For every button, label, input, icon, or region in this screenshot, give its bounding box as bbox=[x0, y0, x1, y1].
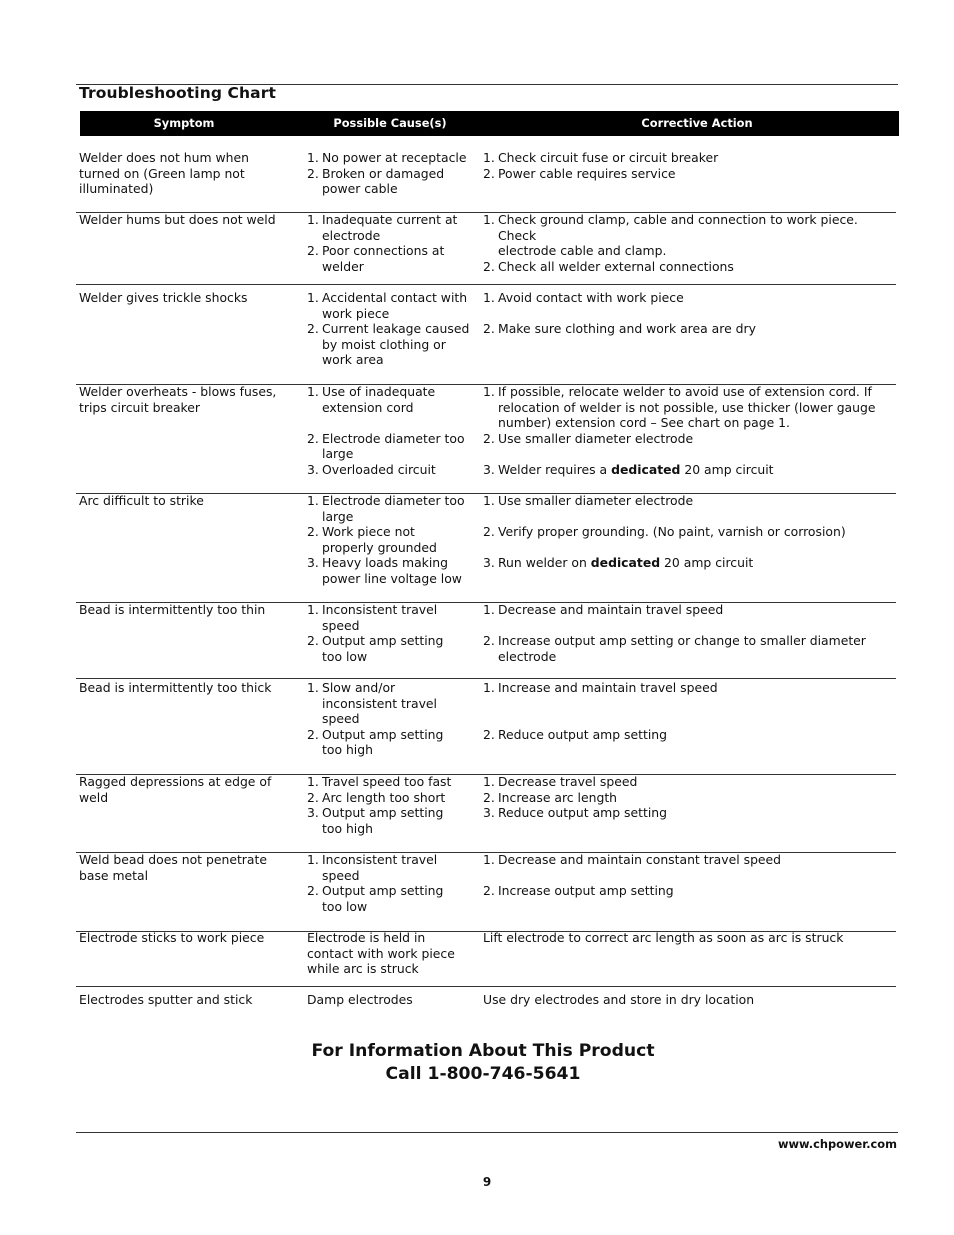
action-number: 2. bbox=[483, 524, 495, 540]
symptom-cell bbox=[79, 384, 284, 415]
action-line bbox=[483, 649, 895, 665]
cause-line bbox=[307, 774, 475, 790]
action-number: 2. bbox=[483, 258, 495, 274]
cause-cell bbox=[307, 930, 475, 977]
cause-text: too low bbox=[322, 898, 368, 914]
cause-text: Output amp setting bbox=[322, 726, 444, 742]
action-line: Use dry electrodes and store in dry location bbox=[483, 992, 755, 1007]
cause-number: 2. bbox=[307, 633, 319, 649]
header-possible-causes: Possible Cause(s) bbox=[333, 116, 447, 130]
symptom-line: Welder does not hum when bbox=[79, 150, 249, 165]
cause-text: No power at receptacle bbox=[322, 150, 467, 165]
symptom-line: Bead is intermittently too thick bbox=[79, 680, 272, 695]
symptom-line: illuminated) bbox=[79, 181, 154, 197]
cause-text: Electrode diameter too bbox=[322, 430, 465, 446]
cause-text: inconsistent travel bbox=[322, 695, 437, 711]
symptom-cell bbox=[79, 774, 284, 805]
cause-line bbox=[307, 431, 475, 447]
action-number: 1. bbox=[483, 290, 495, 305]
cause-cell bbox=[307, 290, 475, 368]
table-row bbox=[76, 930, 896, 987]
action-line bbox=[483, 540, 895, 556]
cause-text: Poor connections at bbox=[322, 243, 445, 259]
action-text: Increase output amp setting or change to smaller diameter bbox=[498, 633, 866, 649]
cause-line bbox=[307, 852, 475, 868]
table-row bbox=[76, 150, 896, 213]
action-text: Avoid contact with work piece bbox=[498, 290, 684, 305]
cause-line bbox=[307, 166, 475, 182]
header-corrective-action: Corrective Action bbox=[641, 116, 753, 130]
action-line bbox=[483, 321, 895, 337]
action-number: 2. bbox=[483, 430, 495, 446]
action-cell bbox=[483, 930, 895, 946]
cause-text: too high bbox=[322, 742, 373, 758]
cause-line bbox=[307, 899, 475, 915]
cause-line bbox=[307, 680, 475, 696]
action-text: Check ground clamp, cable and connection to work piece. Check bbox=[498, 212, 858, 243]
cause-number: 2. bbox=[307, 430, 319, 446]
cause-line bbox=[307, 555, 475, 571]
cause-number: 1. bbox=[307, 852, 319, 867]
symptom-cell bbox=[79, 212, 284, 228]
action-number: 3. bbox=[483, 555, 495, 571]
action-text: Decrease and maintain constant travel speed bbox=[498, 852, 782, 867]
symptom-cell bbox=[79, 602, 284, 618]
action-number: 1. bbox=[483, 602, 495, 617]
action-number: 3. bbox=[483, 461, 495, 477]
action-line bbox=[483, 493, 895, 509]
action-line bbox=[483, 524, 895, 540]
cause-line bbox=[307, 742, 475, 758]
table-header bbox=[80, 111, 899, 136]
action-number: 2. bbox=[483, 883, 495, 899]
action-line bbox=[483, 727, 895, 743]
action-number: 1. bbox=[483, 384, 495, 399]
cause-line bbox=[307, 727, 475, 743]
symptom-cell bbox=[79, 992, 284, 1008]
action-number: 1. bbox=[483, 493, 495, 508]
symptom-cell bbox=[79, 930, 284, 946]
cause-cell bbox=[307, 602, 475, 664]
cause-text: too low bbox=[322, 648, 368, 664]
cause-number: 3. bbox=[307, 805, 319, 821]
cause-line bbox=[307, 181, 475, 197]
cause-cell bbox=[307, 212, 475, 274]
action-text: 20 amp circuit bbox=[660, 555, 754, 571]
symptom-cell bbox=[79, 852, 284, 883]
action-text: Check all welder external connections bbox=[498, 258, 734, 274]
cause-number: 2. bbox=[307, 321, 319, 337]
symptom-cell bbox=[79, 680, 284, 696]
cause-text: Use of inadequate bbox=[322, 384, 436, 399]
cause-line bbox=[307, 524, 475, 540]
action-line bbox=[483, 384, 895, 400]
cause-line: Damp electrodes bbox=[307, 992, 413, 1007]
page-title: Troubleshooting Chart bbox=[79, 84, 276, 102]
cause-number: 1. bbox=[307, 602, 319, 617]
symptom-line: Welder gives trickle shocks bbox=[79, 290, 248, 305]
cause-number: 2. bbox=[307, 789, 319, 805]
action-text: Run welder on bbox=[498, 555, 591, 571]
action-cell bbox=[483, 602, 895, 664]
action-cell bbox=[483, 290, 895, 337]
action-emphasis: dedicated bbox=[590, 555, 661, 571]
cause-line bbox=[307, 352, 475, 368]
table-row bbox=[76, 493, 896, 603]
action-text: Check circuit fuse or circuit breaker bbox=[498, 150, 719, 165]
action-line bbox=[483, 290, 895, 306]
action-line bbox=[483, 633, 895, 649]
action-line bbox=[483, 883, 895, 899]
table-row bbox=[76, 992, 896, 1012]
table-row bbox=[76, 212, 896, 285]
cause-line bbox=[307, 883, 475, 899]
symptom-line: Arc difficult to strike bbox=[79, 493, 204, 508]
footer-url: www.chpower.com bbox=[777, 1137, 897, 1151]
action-text: Increase and maintain travel speed bbox=[498, 680, 718, 695]
cause-text: Broken or damaged bbox=[322, 165, 445, 181]
cause-text: Heavy loads making bbox=[322, 555, 449, 571]
action-text: Use smaller diameter electrode bbox=[498, 430, 694, 446]
cause-text: Current leakage caused bbox=[322, 321, 470, 337]
action-text: number) extension cord – See chart on page 1. bbox=[498, 415, 790, 431]
cause-text: welder bbox=[322, 258, 364, 274]
action-cell bbox=[483, 384, 895, 478]
action-line bbox=[483, 462, 895, 478]
cause-text: large bbox=[322, 508, 354, 524]
action-line bbox=[483, 618, 895, 634]
action-line bbox=[483, 774, 895, 790]
action-number: 1. bbox=[483, 680, 495, 695]
cause-text: Inadequate current at bbox=[322, 212, 458, 227]
cause-line bbox=[307, 509, 475, 525]
info-heading: For Information About This Product bbox=[311, 1041, 655, 1061]
action-text: electrode cable and clamp. bbox=[498, 243, 667, 259]
cause-cell bbox=[307, 852, 475, 914]
cause-line bbox=[307, 649, 475, 665]
cause-line bbox=[307, 696, 475, 712]
cause-text: extension cord bbox=[322, 399, 414, 415]
symptom-cell bbox=[79, 493, 284, 509]
cause-number: 2. bbox=[307, 726, 319, 742]
action-line bbox=[483, 711, 895, 727]
symptom-line: Welder overheats - blows fuses, bbox=[79, 384, 277, 399]
action-line bbox=[483, 696, 895, 712]
cause-line bbox=[307, 602, 475, 618]
cause-number: 3. bbox=[307, 555, 319, 571]
action-line bbox=[483, 431, 895, 447]
cause-line bbox=[307, 711, 475, 727]
cause-line bbox=[307, 337, 475, 353]
action-text: Reduce output amp setting bbox=[498, 805, 667, 821]
cause-text: Accidental contact with bbox=[322, 290, 468, 305]
symptom-line: Bead is intermittently too thin bbox=[79, 602, 266, 617]
cause-line bbox=[307, 868, 475, 884]
action-number: 2. bbox=[483, 726, 495, 742]
cause-text: Output amp setting bbox=[322, 633, 444, 649]
action-text: Verify proper grounding. (No paint, varnish or corrosion) bbox=[498, 524, 846, 540]
table-row bbox=[76, 602, 896, 679]
cause-text: Overloaded circuit bbox=[322, 461, 436, 477]
cause-text: Travel speed too fast bbox=[322, 774, 452, 789]
action-number: 3. bbox=[483, 805, 495, 821]
cause-number: 2. bbox=[307, 883, 319, 899]
action-line bbox=[483, 805, 895, 821]
action-number: 1. bbox=[483, 774, 495, 789]
cause-text: Inconsistent travel bbox=[322, 602, 438, 617]
action-line bbox=[483, 212, 895, 243]
header-symptom: Symptom bbox=[153, 116, 215, 130]
action-line bbox=[483, 415, 895, 431]
action-text: Decrease travel speed bbox=[498, 774, 638, 789]
action-number: 1. bbox=[483, 852, 495, 867]
cause-number: 2. bbox=[307, 524, 319, 540]
action-line bbox=[483, 509, 895, 525]
action-text: If possible, relocate welder to avoid use of extension cord. If bbox=[498, 384, 872, 399]
cause-number: 2. bbox=[307, 165, 319, 181]
action-number: 2. bbox=[483, 789, 495, 805]
cause-text: work area bbox=[322, 352, 384, 368]
action-number: 2. bbox=[483, 165, 495, 181]
action-line bbox=[483, 555, 895, 571]
cause-number: 1. bbox=[307, 384, 319, 399]
action-text: Welder requires a bbox=[498, 461, 612, 477]
cause-text: Slow and/or bbox=[322, 680, 396, 695]
cause-line bbox=[307, 493, 475, 509]
cause-text: speed bbox=[322, 711, 360, 727]
cause-line bbox=[307, 633, 475, 649]
action-text: Reduce output amp setting bbox=[498, 726, 667, 742]
cause-text: work piece bbox=[322, 305, 390, 321]
cause-text: properly grounded bbox=[322, 539, 437, 555]
action-line bbox=[483, 243, 895, 259]
cause-line bbox=[307, 446, 475, 462]
table-row bbox=[76, 290, 896, 385]
action-line bbox=[483, 166, 895, 182]
symptom-line: Welder hums but does not weld bbox=[79, 212, 276, 227]
action-cell bbox=[483, 992, 895, 1008]
cause-line bbox=[307, 290, 475, 306]
action-number: 1. bbox=[483, 212, 495, 227]
cause-text: by moist clothing or bbox=[322, 336, 446, 352]
cause-number: 1. bbox=[307, 774, 319, 789]
cause-line bbox=[307, 618, 475, 634]
cause-line bbox=[307, 540, 475, 556]
cause-text: power line voltage low bbox=[322, 570, 462, 586]
action-line bbox=[483, 602, 895, 618]
action-number: 1. bbox=[483, 150, 495, 165]
action-line bbox=[483, 306, 895, 322]
action-cell bbox=[483, 212, 895, 274]
action-text: Make sure clothing and work area are dry bbox=[498, 321, 756, 337]
cause-line: while arc is struck bbox=[307, 961, 419, 977]
action-number: 2. bbox=[483, 633, 495, 649]
action-line: Lift electrode to correct arc length as soon as arc is struck bbox=[483, 930, 844, 945]
action-cell bbox=[483, 852, 895, 899]
symptom-line: weld bbox=[79, 789, 109, 805]
info-phone: Call 1-800-746-5641 bbox=[385, 1064, 581, 1084]
cause-text: Electrode diameter too bbox=[322, 493, 465, 508]
cause-number: 2. bbox=[307, 243, 319, 259]
cause-line: Electrode is held in bbox=[307, 930, 426, 945]
cause-line bbox=[307, 306, 475, 322]
action-text: Use smaller diameter electrode bbox=[498, 493, 694, 508]
cause-line bbox=[307, 462, 475, 478]
action-line bbox=[483, 259, 895, 275]
cause-cell bbox=[307, 680, 475, 758]
cause-line bbox=[307, 821, 475, 837]
cause-line bbox=[307, 415, 475, 431]
cause-text: Work piece not bbox=[322, 524, 415, 540]
cause-line bbox=[307, 243, 475, 259]
action-text: Power cable requires service bbox=[498, 165, 676, 181]
action-cell bbox=[483, 150, 895, 181]
symptom-line: Electrodes sputter and stick bbox=[79, 992, 253, 1007]
table-row bbox=[76, 774, 896, 853]
table-row bbox=[76, 852, 896, 932]
cause-number: 1. bbox=[307, 493, 319, 508]
cause-text: Output amp setting bbox=[322, 805, 444, 821]
cause-number: 3. bbox=[307, 461, 319, 477]
page-number: 9 bbox=[482, 1175, 492, 1189]
cause-number: 1. bbox=[307, 680, 319, 695]
cause-line bbox=[307, 228, 475, 244]
cause-cell bbox=[307, 992, 475, 1008]
action-emphasis: dedicated bbox=[611, 461, 681, 477]
cause-line bbox=[307, 790, 475, 806]
symptom-line: trips circuit breaker bbox=[79, 399, 200, 415]
cause-line bbox=[307, 259, 475, 275]
symptom-line: Weld bead does not penetrate bbox=[79, 852, 267, 867]
action-line bbox=[483, 868, 895, 884]
cause-text: too high bbox=[322, 820, 373, 836]
cause-text: speed bbox=[322, 617, 360, 633]
symptom-cell bbox=[79, 290, 284, 306]
cause-cell bbox=[307, 150, 475, 197]
cause-cell bbox=[307, 774, 475, 836]
cause-text: speed bbox=[322, 867, 360, 883]
action-text: 20 amp circuit bbox=[680, 461, 774, 477]
cause-cell bbox=[307, 384, 475, 478]
cause-line bbox=[307, 571, 475, 587]
cause-line: contact with work piece bbox=[307, 945, 455, 961]
cause-line bbox=[307, 321, 475, 337]
action-line bbox=[483, 680, 895, 696]
cause-line bbox=[307, 150, 475, 166]
action-text: Increase output amp setting bbox=[498, 883, 674, 899]
cause-text: Inconsistent travel bbox=[322, 852, 438, 867]
cause-text: Output amp setting bbox=[322, 883, 444, 899]
action-cell bbox=[483, 493, 895, 571]
action-line bbox=[483, 400, 895, 416]
symptom-line: Electrode sticks to work piece bbox=[79, 930, 265, 945]
action-cell bbox=[483, 774, 895, 821]
cause-line bbox=[307, 400, 475, 416]
bottom-rule bbox=[76, 1132, 898, 1133]
cause-text: Arc length too short bbox=[322, 789, 446, 805]
cause-number: 1. bbox=[307, 290, 319, 305]
action-line bbox=[483, 790, 895, 806]
action-line bbox=[483, 852, 895, 868]
symptom-line: turned on (Green lamp not bbox=[79, 165, 245, 181]
cause-line bbox=[307, 384, 475, 400]
cause-number: 1. bbox=[307, 212, 319, 227]
cause-line bbox=[307, 805, 475, 821]
action-line bbox=[483, 150, 895, 166]
action-text: Decrease and maintain travel speed bbox=[498, 602, 724, 617]
symptom-line: base metal bbox=[79, 867, 149, 883]
cause-cell bbox=[307, 493, 475, 587]
cause-line bbox=[307, 212, 475, 228]
table-row bbox=[76, 384, 896, 494]
action-text: electrode bbox=[498, 648, 557, 664]
symptom-cell bbox=[79, 150, 284, 197]
action-cell bbox=[483, 680, 895, 742]
cause-text: power cable bbox=[322, 181, 398, 197]
cause-text: electrode bbox=[322, 227, 381, 243]
action-number: 2. bbox=[483, 321, 495, 337]
symptom-line: Ragged depressions at edge of bbox=[79, 774, 272, 789]
action-line bbox=[483, 446, 895, 462]
table-row bbox=[76, 680, 896, 775]
action-text: Increase arc length bbox=[498, 789, 618, 805]
action-text: relocation of welder is not possible, use thicker (lower gauge bbox=[498, 399, 876, 415]
cause-text: large bbox=[322, 446, 354, 462]
cause-number: 1. bbox=[307, 150, 319, 165]
